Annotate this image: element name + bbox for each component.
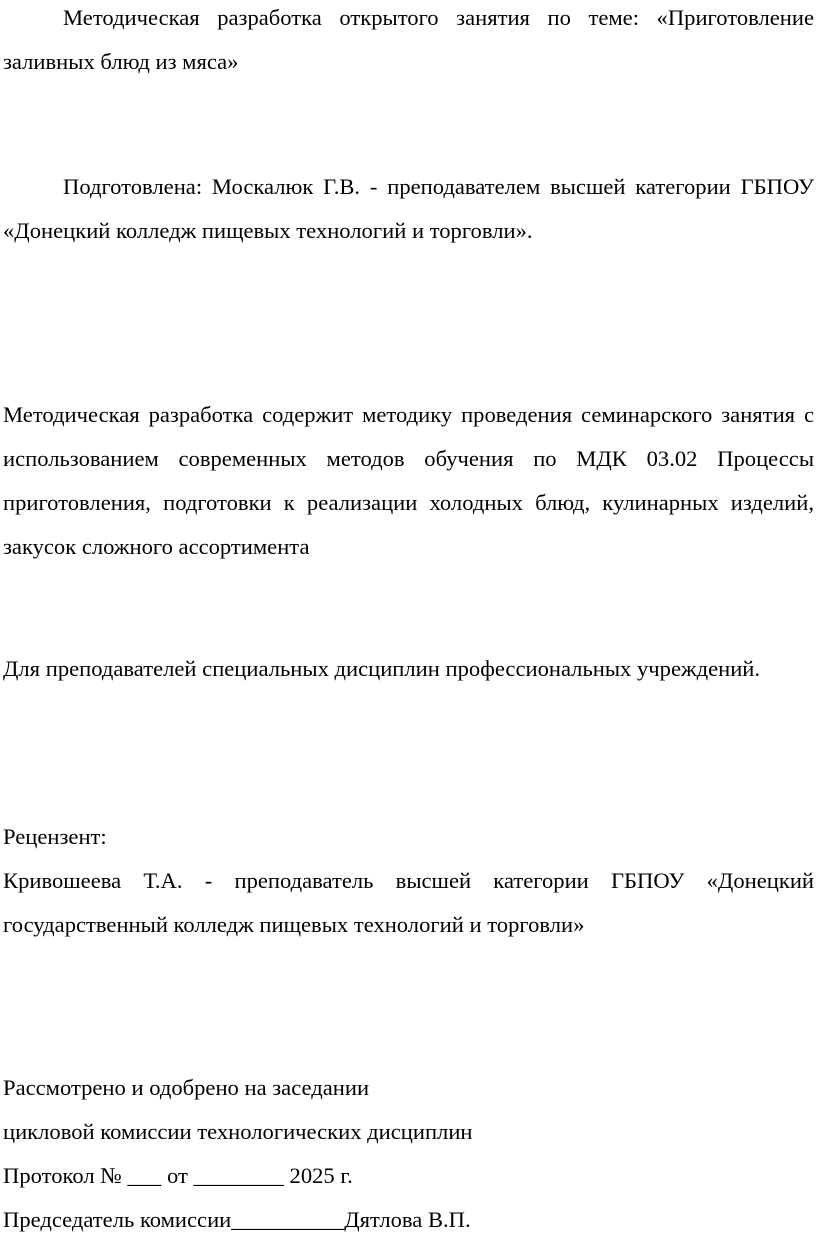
protocol-line: Протокол № ___ от ________ 2025 г. bbox=[3, 1163, 353, 1188]
audience-section bbox=[3, 647, 814, 691]
reviewer-label: Рецензент: bbox=[3, 824, 107, 849]
chairman-line: Председатель комиссии__________Дятлова В.П. bbox=[3, 1207, 471, 1232]
description-paragraph: Методическая разработка содержит методику проведения семинарского занятия с использованием современных методов обучения по МДК 03.02 Процессы приготовления, подготовки к реализации холодных блюд, кулинарных изделий, закусок сложного ассортимента bbox=[3, 402, 814, 559]
description-section bbox=[3, 393, 814, 569]
prepared-by-paragraph: Подготовлена: Москалюк Г.В. - преподавателем высшей категории ГБПОУ «Донецкий колледж пищевых технологий и торговли». bbox=[3, 174, 814, 243]
approval-section bbox=[3, 1066, 814, 1242]
reviewer-section bbox=[3, 815, 814, 947]
title-section bbox=[3, 0, 814, 84]
approval-line-2: цикловой комиссии технологических дисциплин bbox=[3, 1119, 473, 1144]
title-paragraph: Методическая разработка открытого занятия по теме: «Приготовление заливных блюд из мяса» bbox=[3, 5, 814, 74]
approval-line-1: Рассмотрено и одобрено на заседании bbox=[3, 1075, 370, 1100]
audience-paragraph: Для преподавателей специальных дисциплин профессиональных учреждений. bbox=[3, 656, 761, 681]
reviewer-paragraph: Кривошеева Т.А. - преподаватель высшей категории ГБПОУ «Донецкий государственный колледж пищевых технологий и торговли» bbox=[3, 868, 814, 937]
author-section bbox=[3, 165, 814, 253]
